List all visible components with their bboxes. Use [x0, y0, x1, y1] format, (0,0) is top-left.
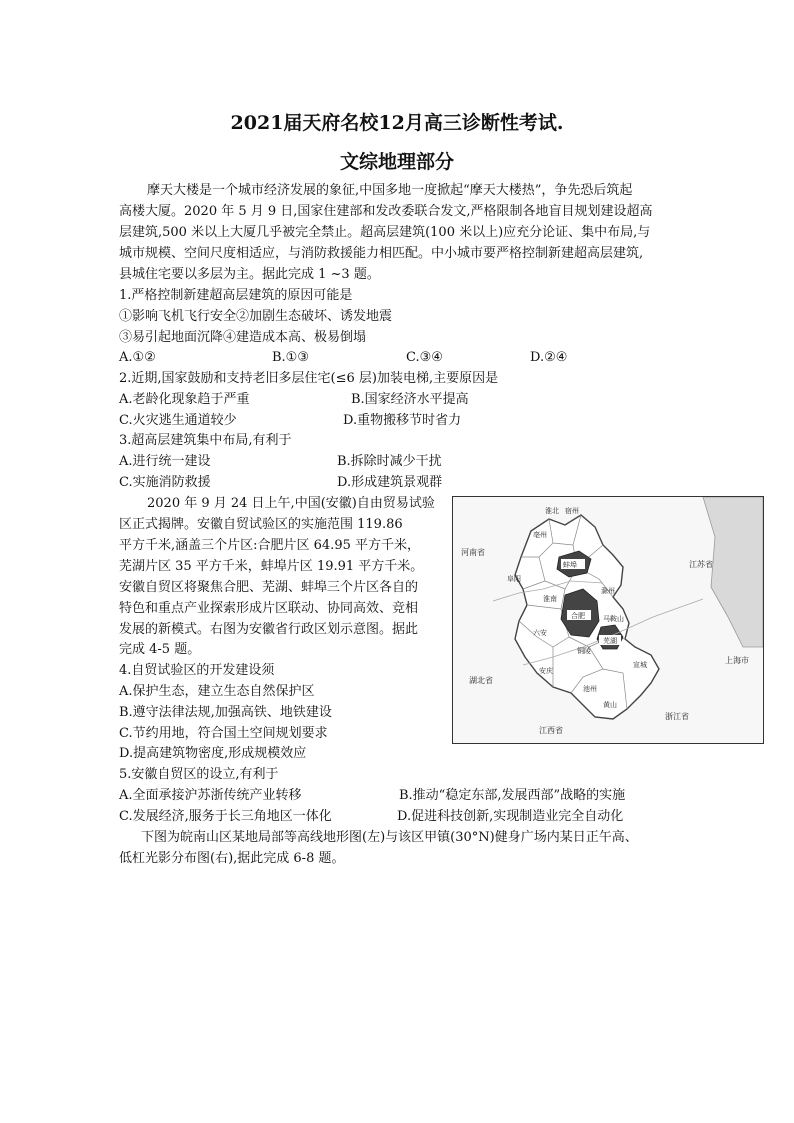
intro-line-5: 县城住宅要以多层为主。据此完成 1 ~3 题。 [119, 267, 380, 282]
q3-stem: 3.超高层建筑集中布局,有利于 [119, 433, 292, 448]
q5-option-d: D.促进科技创新,实现制造业完全自动化 [397, 809, 624, 824]
q4-option-c: C.节约用地，符合国土空间规划要求 [119, 726, 328, 741]
label-tongling: 铜陵 [577, 647, 591, 655]
passage2-line-2: 区正式揭牌。安徽自贸试验区的实施范围 119.86 [119, 517, 403, 532]
label-bozhou: 亳州 [533, 531, 547, 539]
q2-option-a: A.老龄化现象趋于严重 [119, 392, 250, 407]
label-fuyang: 阜阳 [507, 575, 521, 583]
q4-option-b: B.遵守法律法规,加强高铁、地铁建设 [119, 705, 332, 720]
q1-option-a: A.①② [119, 350, 156, 365]
intro-line-4: 城市规模、空间尺度相适应，与消防救援能力相匹配。中小城市要严格控制新建超高层建筑, [119, 246, 644, 261]
label-huangshan: 黄山 [603, 701, 617, 709]
q5-option-c: C.发展经济,服务于长三角地区一体化 [119, 809, 332, 824]
passage2-line-3: 平方千米,涵盖三个片区:合肥片区 64.95 平方千米， [119, 538, 420, 553]
label-chuzhou: 滁州 [601, 587, 615, 595]
anhui-map [452, 496, 764, 744]
label-hubei: 湖北省 [469, 676, 493, 685]
label-xuancheng: 宣城 [633, 661, 647, 669]
q2-stem: 2.近期,国家鼓励和支持老旧多层住宅(≤6 层)加装电梯,主要原因是 [119, 371, 499, 386]
q1-option-b: B.①③ [272, 350, 309, 365]
q3-option-a: A.进行统一建设 [119, 454, 211, 469]
passage2-line-1: 2020 年 9 月 24 日上午,中国(安徽)自由贸易试验 [147, 496, 435, 511]
passage2-line-7: 发展的新模式。右图为安徽省行政区划示意图。据此 [119, 622, 419, 637]
label-bengbu: 蚌埠 [563, 561, 577, 569]
label-henan: 河南省 [461, 548, 485, 557]
q2-option-c: C.火灾逃生通道较少 [119, 413, 237, 428]
passage2-line-6: 特色和重点产业探索形成片区联动、协同高效、竞相 [119, 601, 419, 616]
label-maanshan: 马鞍山 [603, 615, 624, 623]
q2-option-d: D.重物搬移节时省力 [343, 413, 462, 428]
section-title: 文综地理部分 [339, 151, 454, 173]
q5-option-b: B.推动“稳定东部,发展西部”战略的实施 [399, 788, 626, 803]
q3-option-d: D.形成建筑景观群 [337, 475, 443, 490]
label-hefei: 合肥 [571, 612, 585, 620]
q4-stem: 4.自贸试验区的开发建设须 [119, 663, 275, 678]
q2-option-b: B.国家经济水平提高 [351, 392, 469, 407]
q3-option-c: C.实施消防救援 [119, 475, 211, 490]
label-luan: 六安 [533, 629, 547, 637]
q1-statements-1: ①影响飞机飞行安全②加剧生态破坏、诱发地震 [119, 309, 393, 324]
q5-option-a: A.全面承接沪苏浙传统产业转移 [119, 788, 302, 803]
q3-option-b: B.拆除时减少干扰 [337, 454, 442, 469]
label-huainan: 淮南 [543, 595, 557, 603]
intro-line-1: 摩天大楼是一个城市经济发展的象征,中国多地一度掀起“摩天大楼热”，争先恐后筑起 [147, 183, 633, 198]
label-chizhou: 池州 [583, 685, 597, 693]
q5-stem: 5.安徽自贸区的设立,有利于 [119, 767, 279, 782]
q1-option-d: D.②④ [530, 350, 568, 365]
label-huaibei: 淮北 [545, 507, 559, 515]
anhui-map-svg [453, 497, 763, 743]
passage2-line-4: 芜湖片区 35 平方千米，蚌埠片区 19.91 平方千米。 [119, 559, 424, 574]
q4-option-a: A.保护生态，建立生态自然保护区 [119, 684, 315, 699]
label-zhejiang: 浙江省 [665, 712, 689, 721]
q1-option-c: C.③④ [406, 350, 443, 365]
q1-statements-2: ③易引起地面沉降④建造成本高、极易倒塌 [119, 330, 367, 345]
label-jiangxi: 江西省 [539, 726, 563, 735]
q1-stem: 1.严格控制新建超高层建筑的原因可能是 [119, 288, 353, 303]
label-anqing: 安庆 [539, 667, 553, 675]
q4-option-d: D.提高建筑物密度,形成规模效应 [119, 746, 307, 761]
intro-line-3: 层建筑,500 米以上大厦几乎被完全禁止。超高层建筑(100 米以上)应充分论证、集中布局,与 [119, 225, 651, 240]
passage3-line-2: 低杠光影分布图(右),据此完成 6-8 题。 [119, 851, 345, 866]
passage2-line-8: 完成 4-5 题。 [119, 642, 201, 657]
passage3-line-1: 下图为皖南山区某地局部等高线地形图(左)与该区甲镇(30°N)健身广场内某日正午高、 [141, 830, 638, 845]
label-jiangsu: 江苏省 [689, 560, 713, 569]
label-shanghai: 上海市 [725, 656, 749, 665]
exam-title: 2021届天府名校12月高三诊断性考试. [230, 112, 564, 134]
intro-line-2: 高楼大厦。2020 年 5 月 9 日,国家住建部和发改委联合发文,严格限制各地盲目规划建设超高 [119, 204, 653, 219]
passage2-line-5: 安徽自贸区将聚焦合肥、芜湖、蚌埠三个片区各自的 [119, 580, 419, 595]
label-wuhu: 芜湖 [603, 637, 617, 645]
label-suzhou: 宿州 [565, 507, 579, 515]
